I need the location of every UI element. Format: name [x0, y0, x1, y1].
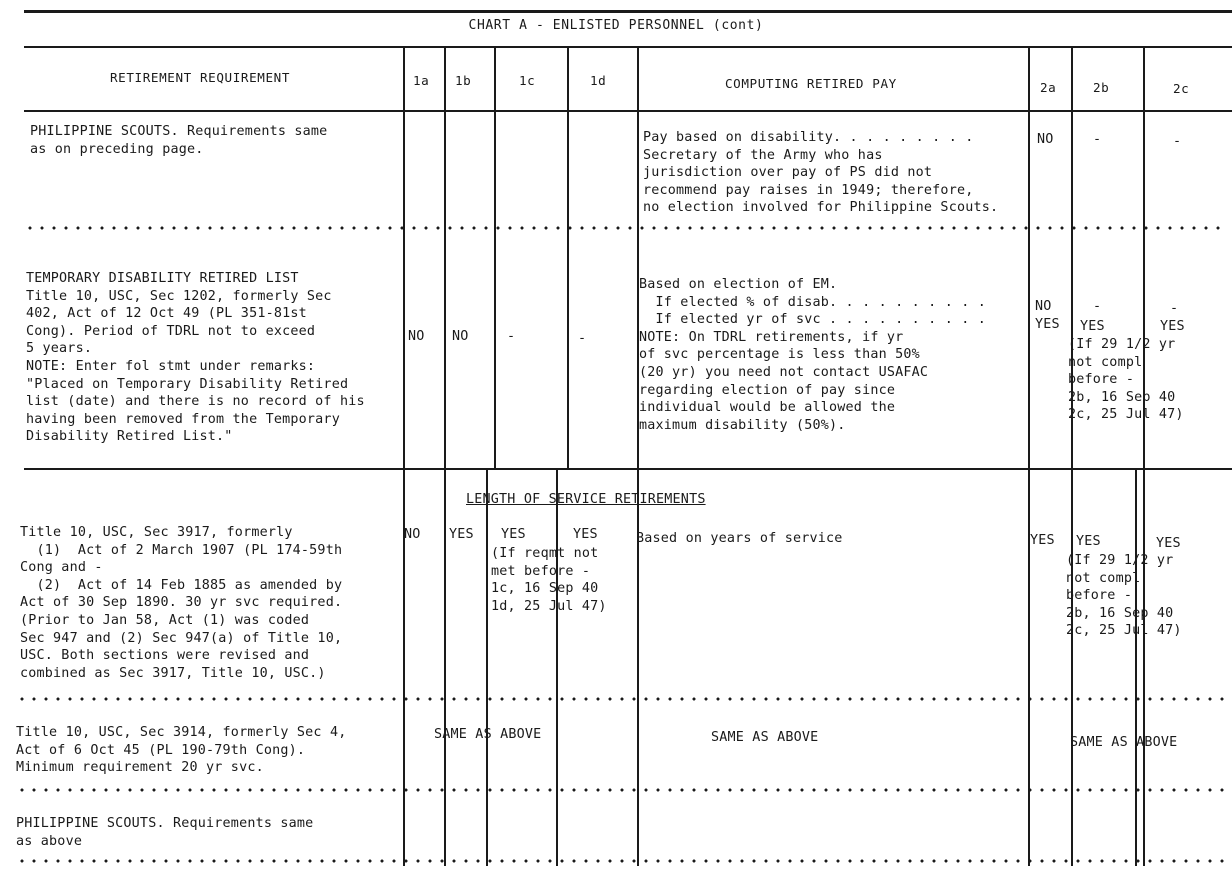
tdrl-1b: NO [452, 329, 469, 344]
sec3917-1b: YES [449, 527, 474, 542]
sec3917-2-note: (If 29 1/2 yr not compl before - 2b, 16 Sep 40 2c, 25 Jul 47) [1066, 553, 1182, 639]
sec3914-requirement: Title 10, USC, Sec 3914, formerly Sec 4, Act of 6 Oct 45 (PL 190-79th Cong). Minimum requirement 20 yr svc. [16, 725, 347, 776]
tdrl-1d: - [578, 331, 587, 346]
col-rule-1d [567, 48, 569, 468]
tdrl-1a: NO [408, 329, 425, 344]
row-separator-3 [16, 788, 1224, 792]
philippine-scouts-2-requirement: PHILIPPINE SCOUTS. Requirements same as above [16, 816, 314, 849]
philippine-scouts-requirement: PHILIPPINE SCOUTS. Requirements same as on preceding page. [30, 124, 328, 157]
header-rule [24, 110, 1232, 112]
col-rule-2a [1028, 48, 1030, 866]
chart-title: CHART A - ENLISTED PERSONNEL (cont) [468, 18, 764, 33]
philippine-scouts-pay: Pay based on disability. . . . . . . . . Secretary of the Army who has jurisdiction over pay of PS did not recommend pay raises in 1949; therefore, no election involved for Philippine Scouts. [643, 130, 999, 216]
row-separator-4 [16, 859, 1224, 863]
col-rule-1d-lower [556, 470, 558, 866]
col-rule-1c [494, 48, 496, 468]
tdrl-2-note: (If 29 1/2 yr not compl before - 2b, 16 Sep 40 2c, 25 Jul 47) [1068, 337, 1184, 423]
header-1b: 1b [455, 73, 472, 88]
tdrl-requirement: TEMPORARY DISABILITY RETIRED LIST Title 10, USC, Sec 1202, formerly Sec 402, Act of 12 Oct 49 (PL 351-81st Cong). Period of TDRL not to exceed 5 years. NOTE: Enter fol stmt under remarks: "Placed on Temporary Disability Retired list (date) and there is no record of his having been removed from the Temporary Disability Retired List." [26, 271, 365, 445]
header-1a: 1a [413, 73, 430, 88]
sec3917-1-note: (If reqmt not met before - 1c, 16 Sep 40 1d, 25 Jul 47) [491, 546, 607, 614]
tdrl-pay: Based on election of EM. If elected % of disab. . . . . . . . . . If elected yr of svc . . . . . . . . . . NOTE: On TDRL retirements, if yr of svc percentage is less than 50% (20 yr) you need not contact USAFAC regarding election of pay since individual would be allowed the maximum disability (50%). [639, 277, 986, 433]
sec3914-1: SAME AS ABOVE [434, 727, 542, 742]
header-2a: 2a [1040, 80, 1057, 95]
header-1d: 1d [590, 73, 607, 88]
title-rule [24, 46, 1232, 48]
col-rule-2c-lower [1135, 470, 1137, 866]
top-rule [24, 10, 1232, 13]
row-separator-1 [24, 226, 1224, 230]
sec3917-2b: YES [1076, 534, 1101, 549]
sec3917-2c: YES [1156, 536, 1181, 551]
philippine-scouts-2c: - [1173, 134, 1182, 149]
sec3914-pay: SAME AS ABOVE [711, 730, 819, 745]
header-2b: 2b [1093, 80, 1110, 95]
header-2c: 2c [1173, 81, 1190, 96]
tdrl-2b-top: - [1093, 299, 1102, 314]
tdrl-2a: NO YES [1035, 299, 1060, 332]
sec3917-pay: Based on years of service [636, 531, 843, 546]
tdrl-1c: - [507, 329, 516, 344]
sec3917-requirement: Title 10, USC, Sec 3917, formerly (1) Act of 2 March 1907 (PL 174-59th Cong and - (2) Act of 14 Feb 1885 as amended by Act of 30 Sep 1890. 30 yr svc required. (Prior to Jan 58, Act (1) was coded Sec 947 and (2) Sec 947(a) of Title 10, USC. Both sections were revised and combined as Sec 3917, Title 10, USC.) [20, 525, 343, 681]
sec3917-1a: NO [404, 527, 421, 542]
col-rule-1a [403, 48, 405, 866]
philippine-scouts-2b: - [1093, 132, 1102, 147]
sec3917-2a: YES [1030, 533, 1055, 548]
section-heading-length-of-service: LENGTH OF SERVICE RETIREMENTS [466, 492, 706, 507]
col-rule-pay [637, 48, 639, 866]
header-retirement-requirement: RETIREMENT REQUIREMENT [110, 70, 291, 85]
section-rule [24, 468, 1232, 470]
row-separator-2 [16, 697, 1224, 701]
tdrl-2c-top: - [1170, 301, 1179, 316]
sec3914-2: SAME AS ABOVE [1070, 735, 1178, 750]
sec3917-1c: YES [501, 527, 526, 542]
philippine-scouts-2a: NO [1037, 132, 1054, 147]
col-rule-1c-lower [486, 470, 488, 866]
sec3917-1d: YES [573, 527, 598, 542]
header-computing-retired-pay: COMPUTING RETIRED PAY [725, 76, 897, 91]
header-1c: 1c [519, 73, 536, 88]
tdrl-2c: YES [1160, 319, 1185, 334]
tdrl-2b: YES [1080, 319, 1105, 334]
